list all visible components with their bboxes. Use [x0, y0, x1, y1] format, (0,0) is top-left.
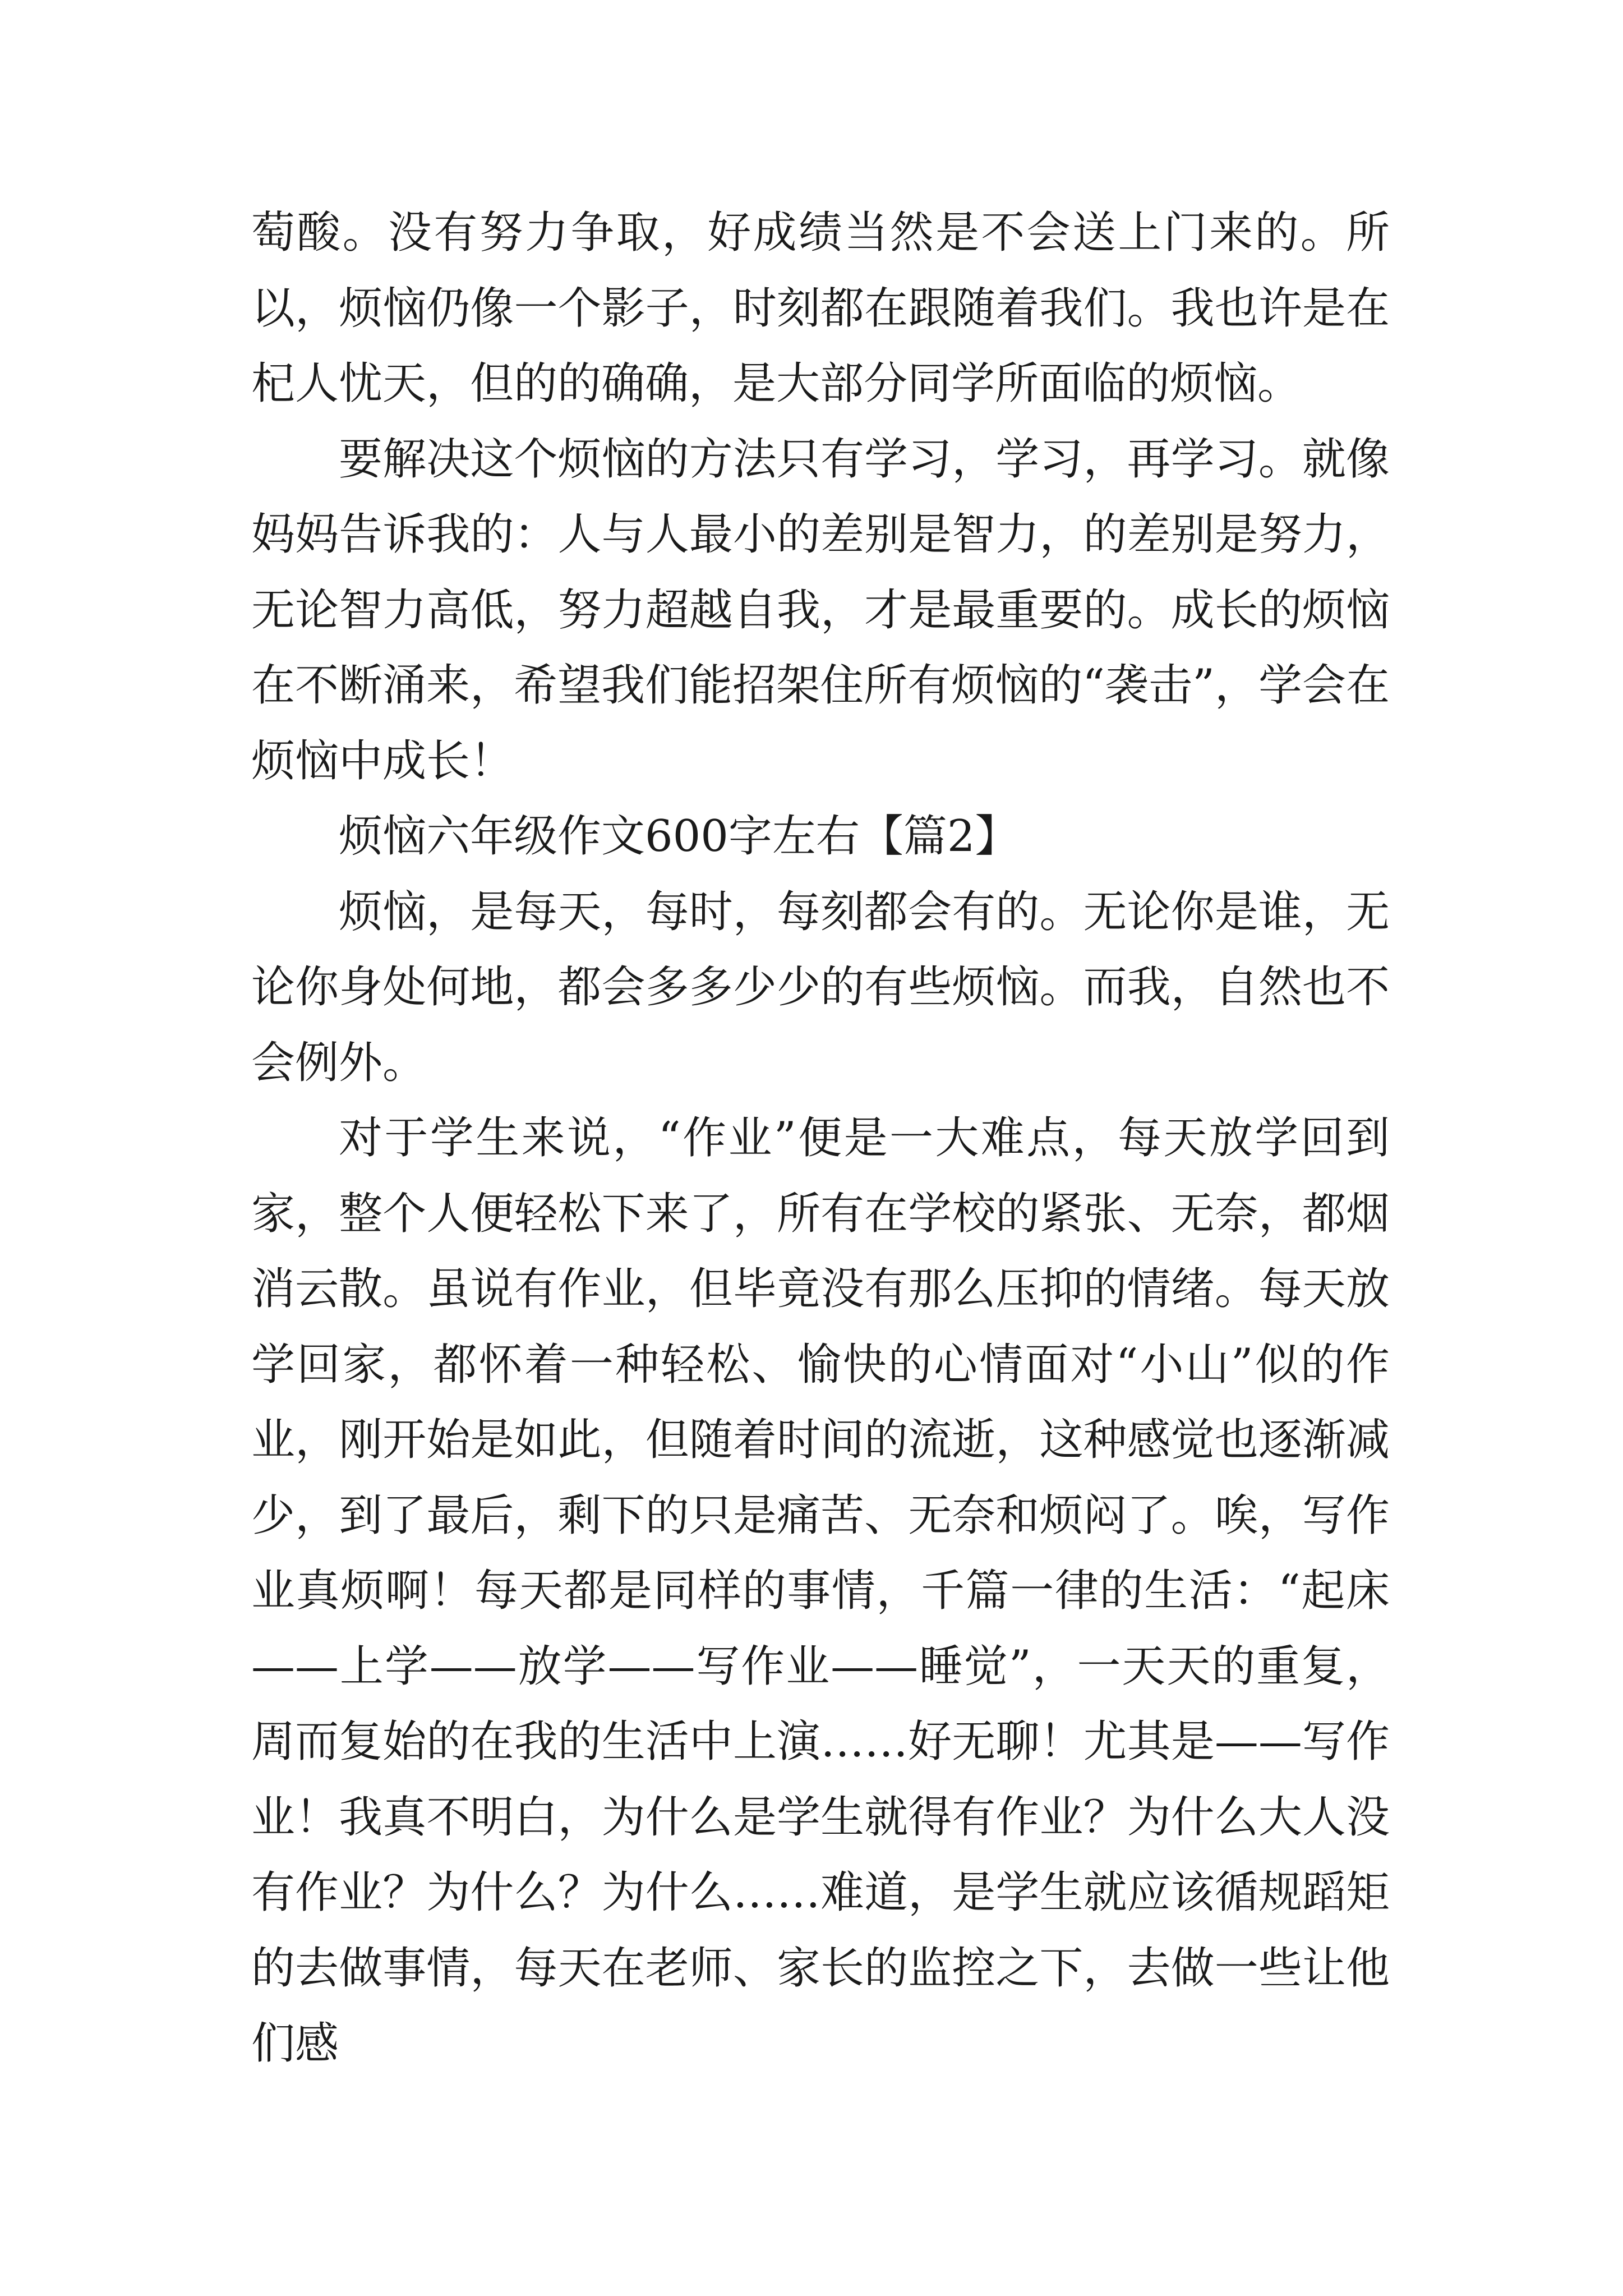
paragraph-solution: 要解决这个烦恼的方法只有学习，学习，再学习。就像妈妈告诉我的：人与人最小的差别是智力，的差别是努力，无论智力高低，努力超越自我，才是最重要的。成长的烦恼在不断涌来，希望我们能招架住所有烦恼的“袭击”，学会在烦恼中成长！ — [251, 434, 1390, 786]
paragraph-homework: 对于学生来说，“作业”便是一大难点，每天放学回到家，整个人便轻松下来了，所有在学校的紧张、无奈，都烟消云散。虽说有作业，但毕竟没有那么压抑的情绪。每天放学回家，都怀着一种轻松、愉快的心情面对“小山”似的作业，刚开始是如此，但随着时间的流逝，这种感觉也逐渐减少，到了最后，剩下的只是痛苦、无奈和烦闷了。唉，写作业真烦啊！每天都是同样的事情，千篇一律的生活：“起床——上学——放学——写作业——睡觉”，一天天的重复，周而复始的在我的生活中上演……好无聊！尤其是——写作业！我真不明白，为什么是学生就得有作业？为什么大人没有作业？为什么？为什么……难道，是学生就应该循规蹈矩的去做事情，每天在老师、家长的监控之下，去做一些让他们感 — [251, 1113, 1390, 2069]
paragraph-continued: 萄酸。没有努力争取，好成绩当然是不会送上门来的。所以，烦恼仍像一个影子，时刻都在跟随着我们。我也许是在杞人忧天，但的的确确，是大部分同学所面临的烦恼。 — [251, 208, 1390, 409]
essay-body — [251, 195, 1390, 2082]
section-heading: 烦恼六年级作文600字左右【篇2】 — [339, 811, 1019, 862]
paragraph-intro: 烦恼，是每天，每时，每刻都会有的。无论你是谁，无论你身处何地，都会多多少少的有些烦恼。而我，自然也不会例外。 — [251, 886, 1390, 1088]
